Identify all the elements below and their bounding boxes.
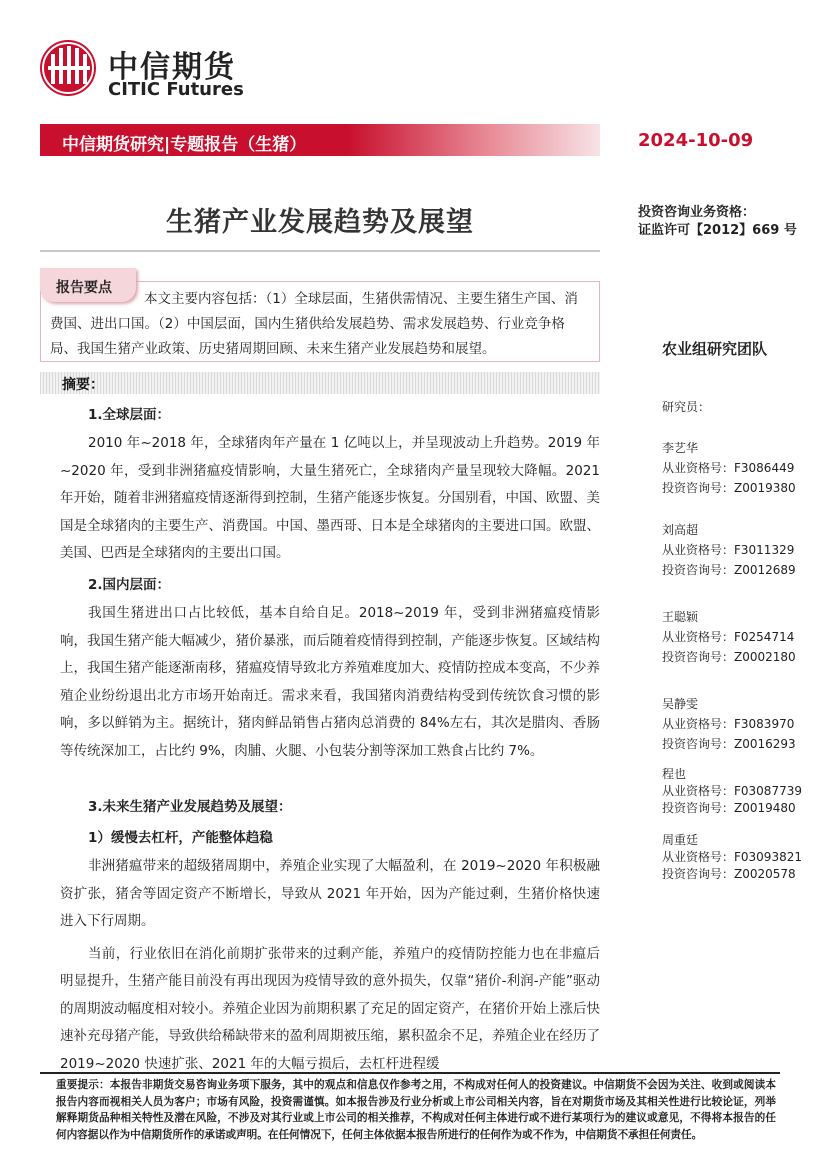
summary-text: 本文主要内容包括：（1）全球层面，生猪供需情况、主要生猪生产国、消费国、进出口国。（2）中国层面，国内生猪供给发展趋势、需求发展趋势、行业竞争格局、我国生猪产业政策、历史猪周期回顾、未来生猪产业发展趋势和展望。 bbox=[50, 291, 578, 357]
analyst-entry bbox=[662, 607, 796, 667]
analyst-entry bbox=[662, 694, 796, 754]
analyst-qualification: 从业资格号：F03093821 bbox=[662, 850, 802, 864]
report-category-banner bbox=[40, 124, 600, 156]
license-line-2: 证监许可【2012】669 号 bbox=[638, 223, 797, 238]
analyst-entry bbox=[662, 766, 802, 817]
analyst-entry bbox=[662, 832, 802, 883]
analyst-name: 刘高超 bbox=[662, 523, 699, 537]
logo-chinese-name: 中信期货 bbox=[108, 50, 236, 85]
banner-title: 中信期货研究|专题报告（生猪） bbox=[62, 135, 307, 155]
analyst-consult-number: 投资咨询号：Z0002180 bbox=[662, 650, 796, 664]
analyst-qualification: 从业资格号：F3011329 bbox=[662, 543, 795, 557]
section-1 bbox=[60, 403, 600, 568]
disclaimer-text: 重要提示：本报告非期货交易咨询业务项下服务，其中的观点和信息仅作参考之用，不构成对任何人的投资建议。中信期货不会因为关注、收到或阅读本报告内容而视相关人员为客户；市场有风险，投资需谨慎。如本报告涉及行业分析或上市公司相关内容，旨在对期货市场及其相关性进行比较论证，列举解释期货品种相关特性及潜在风险，不涉及对其行业或上市公司的相关推荐，不构成对任何主体进行或不进行某项行为的建议或意见，不得将本报告的任何内容据以作为中信期货所作的承诺或声明。在任何情况下，任何主体依据本报告所进行的任何作为或不作为，中信期货不承担任何责任。 bbox=[56, 1079, 776, 1141]
title-divider bbox=[40, 250, 600, 252]
analyst-consult-number: 投资咨询号：Z0019380 bbox=[662, 481, 796, 495]
analyst-consult-number: 投资咨询号：Z0012689 bbox=[662, 563, 796, 577]
section-3-title: 3.未来生猪产业发展趋势及展望： bbox=[88, 799, 292, 815]
section-2-text: 我国生猪进出口占比较低，基本自给自足。2018~2019 年，受到非洲猪瘟疫情影响，我国生猪产能大幅减少，猪价暴涨，而后随着疫情得到控制，产能逐步恢复。区域结构上，我国生猪产能逐渐南移，猪瘟疫情导致北方养殖难度加大、疫情防控成本变高，不少养殖企业纷纷退出北方市场开始南迁。需求来看，我国猪肉消费结构受到传统饮食习惯的影响，多以鲜销为主。据统计，猪肉鲜品销售占猪肉总消费的 84%左右，其次是腊肉、香肠等传统深加工，占比约 9%，肉脯、火腿、小包装分割等深加工熟食占比约 7%。 bbox=[60, 605, 600, 759]
citic-logo bbox=[38, 38, 258, 100]
report-date: 2024-10-09 bbox=[638, 130, 754, 151]
analyst-name: 李艺华 bbox=[662, 441, 699, 455]
logo-english-name: CITIC Futures bbox=[108, 79, 244, 100]
section-1-text: 2010 年~2018 年，全球猪肉年产量在 1 亿吨以上，并呈现波动上升趋势。2019 年~2020 年，受到非洲猪瘟疫情影响，大量生猪死亡，全球猪肉产量呈现较大降幅。2021 年开始，随着非洲猪瘟疫情逐渐得到控制，生猪产能逐步恢复。分国别看，中国、欧盟、美国是全球猪肉的主要生产、消费国。中国、墨西哥、日本是全球猪肉的主要进口国。欧盟、美国、巴西是全球猪肉的主要出口国。 bbox=[60, 435, 600, 561]
analyst-qualification: 从业资格号：F3083970 bbox=[662, 717, 795, 731]
section-1-title: 1.全球层面： bbox=[88, 407, 171, 423]
analyst-qualification: 从业资格号：F0254714 bbox=[662, 630, 795, 644]
section-3-paragraph-1: 非洲猪瘟带来的超级猪周期中，养殖企业实现了大幅盈利，在 2019~2020 年积极融资扩张，猪舍等固定资产不断增长，导致从 2021 年开始，因为产能过剩，生猪价格快速进入下行周期。 bbox=[60, 858, 600, 929]
section-2-title: 2.国内层面： bbox=[88, 577, 171, 593]
analyst-name: 吴静雯 bbox=[662, 697, 699, 711]
analyst-entry bbox=[662, 438, 796, 498]
license-info bbox=[638, 204, 797, 240]
analyst-consult-number: 投资咨询号：Z0020578 bbox=[662, 867, 796, 881]
analyst-name: 王聪颖 bbox=[662, 610, 699, 624]
analyst-qualification: 从业资格号：F3086449 bbox=[662, 461, 795, 475]
analyst-consult-number: 投资咨询号：Z0016293 bbox=[662, 737, 796, 751]
citic-logo-icon bbox=[38, 38, 98, 98]
abstract-heading: 摘要： bbox=[62, 377, 104, 393]
team-title: 农业组研究团队 bbox=[662, 340, 768, 358]
section-3-subtitle-1: 1）缓慢去杠杆，产能整体趋稳 bbox=[88, 830, 273, 846]
section-2 bbox=[60, 573, 600, 765]
researcher-label: 研究员： bbox=[662, 400, 711, 414]
analyst-name: 周重廷 bbox=[662, 833, 699, 847]
analyst-entry bbox=[662, 520, 796, 580]
footer-divider bbox=[40, 1072, 780, 1074]
license-line-1: 投资咨询业务资格： bbox=[638, 205, 756, 220]
section-3 bbox=[60, 795, 600, 1078]
abstract-heading-bar bbox=[40, 372, 600, 394]
report-title: 生猪产业发展趋势及展望 bbox=[166, 207, 474, 238]
analyst-name: 程也 bbox=[662, 767, 687, 781]
summary-tab-label: 报告要点 bbox=[56, 280, 112, 296]
section-3-paragraph-2: 当前，行业依旧在消化前期扩张带来的过剩产能，养殖户的疫情防控能力也在非瘟后明显提升，生猪产能目前没有再出现因为疫情导致的意外损失，仅靠“猪价-利润-产能”驱动的周期波动幅度相对较小。养殖企业因为前期积累了充足的固定资产，在猪价开始上涨后快速补充母猪产能，导致供给稀缺带来的盈利周期被压缩，累积盈余不足，养殖企业在经历了 2019~2020 快速扩张、2021 年的大幅亏损后，去杠杆进程缓 bbox=[60, 945, 600, 1072]
analyst-qualification: 从业资格号：F03087739 bbox=[662, 784, 802, 798]
analyst-consult-number: 投资咨询号：Z0019480 bbox=[662, 801, 796, 815]
